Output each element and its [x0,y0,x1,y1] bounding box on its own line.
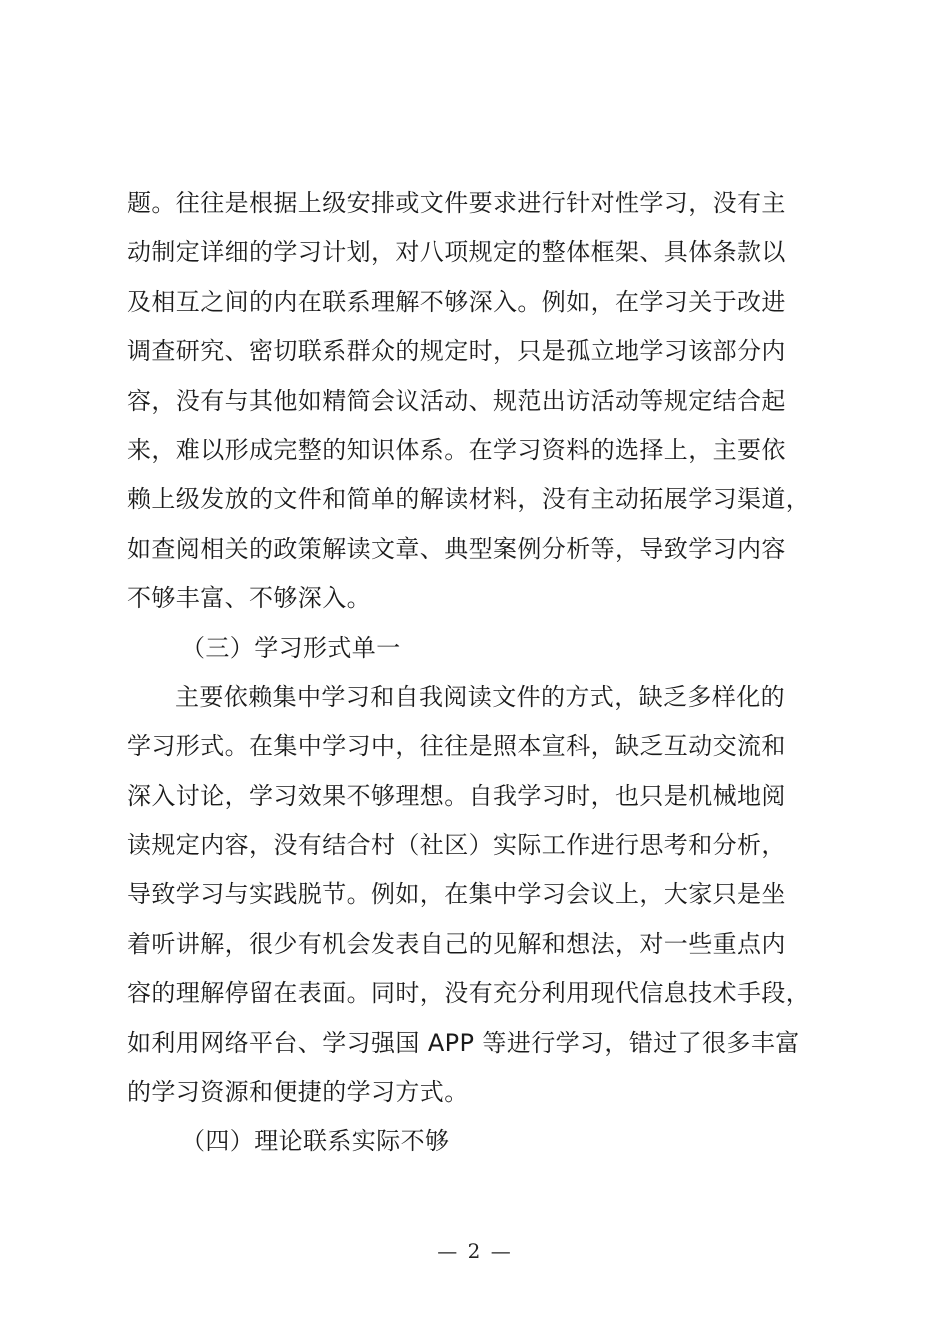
body-line: 赖上级发放的文件和简单的解读材料，没有主动拓展学习渠道， [127,485,811,514]
body-line: 着听讲解，很少有机会发表自己的见解和想法，对一些重点内 [127,929,786,958]
page-number: — 2 — [437,1239,513,1263]
body-line: 如查阅相关的政策解读文章、典型案例分析等，导致学习内容 [127,534,786,563]
body-line: 的学习资源和便捷的学习方式。 [127,1078,469,1107]
document-body [127,179,839,1167]
body-line: 导致学习与实践脱节。例如，在集中学习会议上，大家只是坐 [127,880,786,909]
section-heading-3: （三）学习形式单一 [181,633,401,662]
body-line: 学习形式。在集中学习中，往往是照本宣科，缺乏互动交流和 [127,732,786,761]
body-line: 读规定内容，没有结合村（社区）实际工作进行思考和分析， [127,831,786,860]
body-line: 动制定详细的学习计划，对八项规定的整体框架、具体条款以 [127,238,786,267]
body-line: 容的理解停留在表面。同时，没有充分利用现代信息技术手段， [127,979,811,1008]
body-line: 来，难以形成完整的知识体系。在学习资料的选择上，主要依 [127,435,786,464]
body-line: 题。往往是根据上级安排或文件要求进行针对性学习，没有主 [127,189,786,217]
paragraph-first-line: 主要依赖集中学习和自我阅读文件的方式，缺乏多样化的 [175,682,785,711]
body-line: 如利用网络平台、学习强国 APP 等进行学习，错过了很多丰富 [127,1028,800,1057]
body-line: 调查研究、密切联系群众的规定时，只是孤立地学习该部分内 [127,337,786,366]
section-heading-4: （四）理论联系实际不够 [181,1127,450,1156]
body-line: 及相互之间的内在联系理解不够深入。例如，在学习关于改进 [127,287,786,316]
body-line: 深入讨论，学习效果不够理想。自我学习时，也只是机械地阅 [127,781,786,810]
body-line: 容，没有与其他如精简会议活动、规范出访活动等规定结合起 [127,386,786,415]
body-line: 不够丰富、不够深入。 [127,584,371,613]
